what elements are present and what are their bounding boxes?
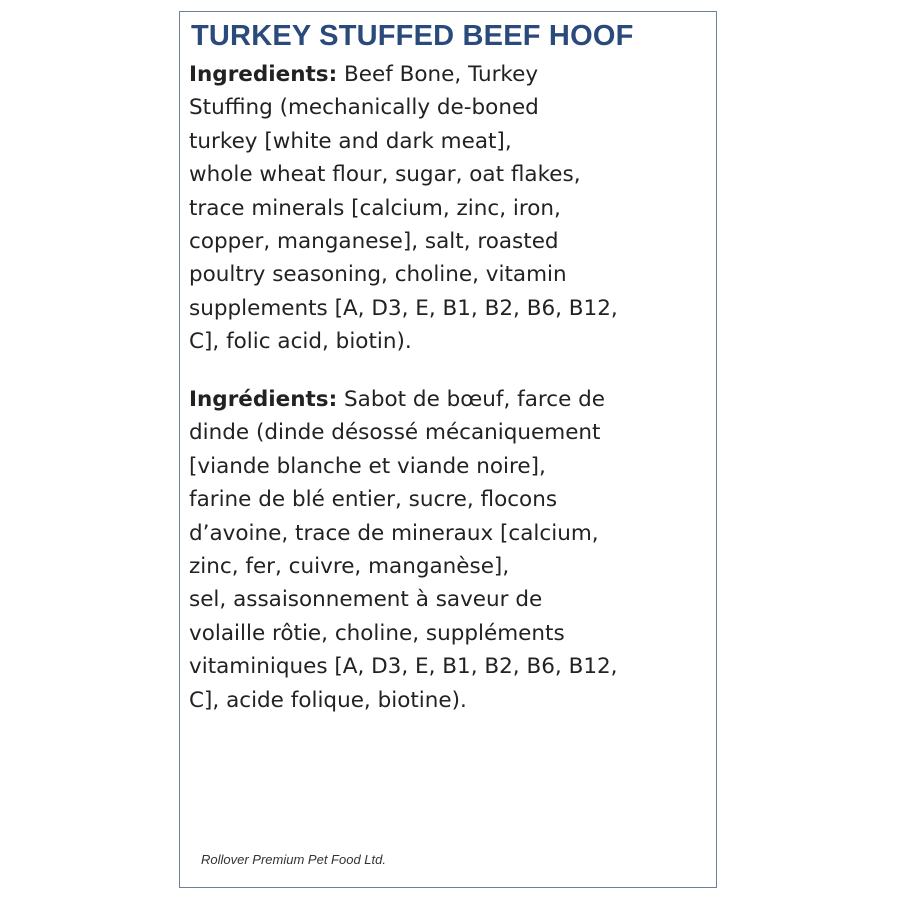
english-ingredient-line: C], folic acid, biotin). bbox=[189, 329, 412, 355]
english-ingredient-line: whole wheat flour, sugar, oat flakes, bbox=[189, 162, 581, 188]
french-ingredient-line: vitaminiques [A, D3, E, B1, B2, B6, B12, bbox=[189, 654, 618, 680]
english-ingredient-line: copper, manganese], salt, roasted bbox=[189, 229, 559, 255]
english-first-line-text: Beef Bone, Turkey bbox=[337, 62, 539, 87]
french-ingredient-line: zinc, fer, cuivre, manganèse], bbox=[189, 554, 510, 580]
french-ingredients-section bbox=[189, 383, 714, 717]
english-ingredient-line: Stuffing (mechanically de-boned bbox=[189, 95, 539, 121]
english-ingredient-line: poultry seasoning, choline, vitamin bbox=[189, 262, 567, 288]
french-ingredient-line: C], acide folique, biotine). bbox=[189, 687, 467, 713]
french-ingredient-line: [viande blanche et viande noire], bbox=[189, 453, 546, 479]
product-title: TURKEY STUFFED BEEF HOOF bbox=[191, 20, 634, 52]
english-ingredient-line: turkey [white and dark meat], bbox=[189, 128, 512, 154]
english-ingredient-line: supplements [A, D3, E, B1, B2, B6, B12, bbox=[189, 295, 618, 321]
french-ingredient-line: d’avoine, trace de mineraux [calcium, bbox=[189, 520, 599, 546]
french-first-line-text: Sabot de bœuf, farce de bbox=[337, 387, 606, 412]
english-first-line bbox=[189, 58, 714, 91]
english-ingredients-section bbox=[189, 58, 714, 359]
ingredients-label-card bbox=[179, 11, 717, 888]
french-ingredients-heading: Ingrédients: bbox=[189, 387, 338, 412]
english-ingredients-heading: Ingredients: bbox=[189, 62, 338, 87]
french-ingredient-line: dinde (dinde désossé mécaniquement bbox=[189, 420, 601, 446]
french-first-line bbox=[189, 383, 714, 416]
manufacturer-footer: Rollover Premium Pet Food Ltd. bbox=[201, 852, 386, 867]
french-ingredient-line: sel, assaisonnement à saveur de bbox=[189, 587, 543, 613]
french-ingredient-line: volaille rôtie, choline, suppléments bbox=[189, 620, 565, 646]
english-ingredient-line: trace minerals [calcium, zinc, iron, bbox=[189, 195, 561, 221]
french-ingredient-line: farine de blé entier, sucre, flocons bbox=[189, 487, 558, 513]
